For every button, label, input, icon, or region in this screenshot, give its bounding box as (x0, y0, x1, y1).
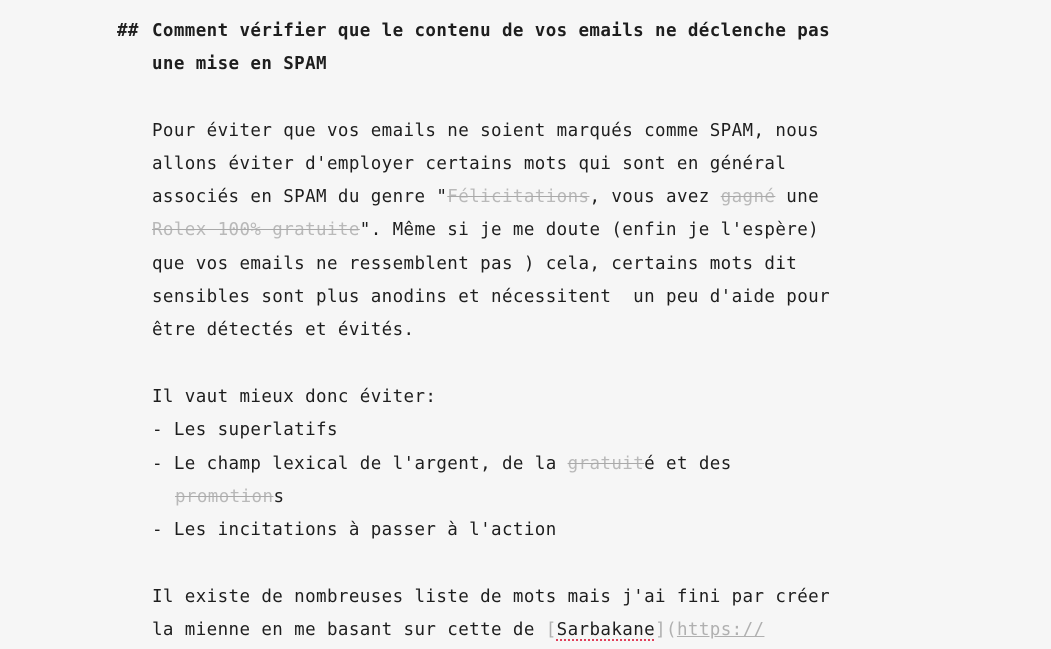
paragraph-line: allons éviter d'employer certains mots qui sont en général (152, 154, 787, 174)
list-item: - Les incitations à passer à l'action (152, 520, 557, 540)
link-text[interactable]: Sarbakane (556, 620, 656, 640)
list-item-continuation (175, 481, 284, 514)
heading-marker: ## (117, 21, 139, 41)
paragraph-line (152, 614, 764, 647)
heading-text: Comment vérifier que le contenu de vos emails ne déclenche pas (152, 21, 831, 41)
paragraph-line: Pour éviter que vos emails ne soient marqués comme SPAM, nous (152, 121, 820, 141)
heading-line-2: une mise en SPAM (152, 54, 327, 74)
text-run: associés en SPAM du genre " (152, 187, 448, 207)
text-run: s (273, 487, 285, 507)
strikethrough-text: Félicitations (447, 187, 590, 207)
link-bracket-open: [ (545, 620, 557, 640)
link-url[interactable]: https:// (676, 620, 765, 640)
paragraph-line: être détectés et évités. (152, 320, 415, 340)
text-run: une (775, 187, 820, 207)
strikethrough-text: Rolex 100% gratuite (152, 220, 360, 240)
strikethrough-text: promotion (175, 487, 274, 507)
paragraph-line: Il existe de nombreuses liste de mots mais j'ai fini par créer (152, 587, 831, 607)
heading-line-1 (117, 15, 831, 48)
paragraph-line: sensibles sont plus anodins et nécessitent un peu d'aide pour (152, 287, 831, 307)
paragraph-line: que vos emails ne ressemblent pas ) cela, certains mots dit (152, 254, 798, 274)
text-run: , vous avez (589, 187, 721, 207)
link-paren-open: ( (666, 620, 677, 640)
strikethrough-text: gagné (720, 187, 776, 207)
text-run: é et des (644, 454, 732, 474)
paragraph-line (152, 181, 819, 214)
text-run: ". Même si je me doute (enfin je l'espère) (359, 220, 820, 240)
link-bracket-close: ] (655, 620, 667, 640)
text-run: - Le champ lexical de l'argent, de la (152, 454, 568, 474)
text-run: la mienne en me basant sur cette de (152, 620, 546, 640)
strikethrough-text: gratuit (567, 454, 645, 474)
list-item (152, 448, 732, 481)
list-item: - Les superlatifs (152, 420, 338, 440)
paragraph-line (152, 214, 819, 247)
list-intro: Il vaut mieux donc éviter: (152, 387, 437, 407)
